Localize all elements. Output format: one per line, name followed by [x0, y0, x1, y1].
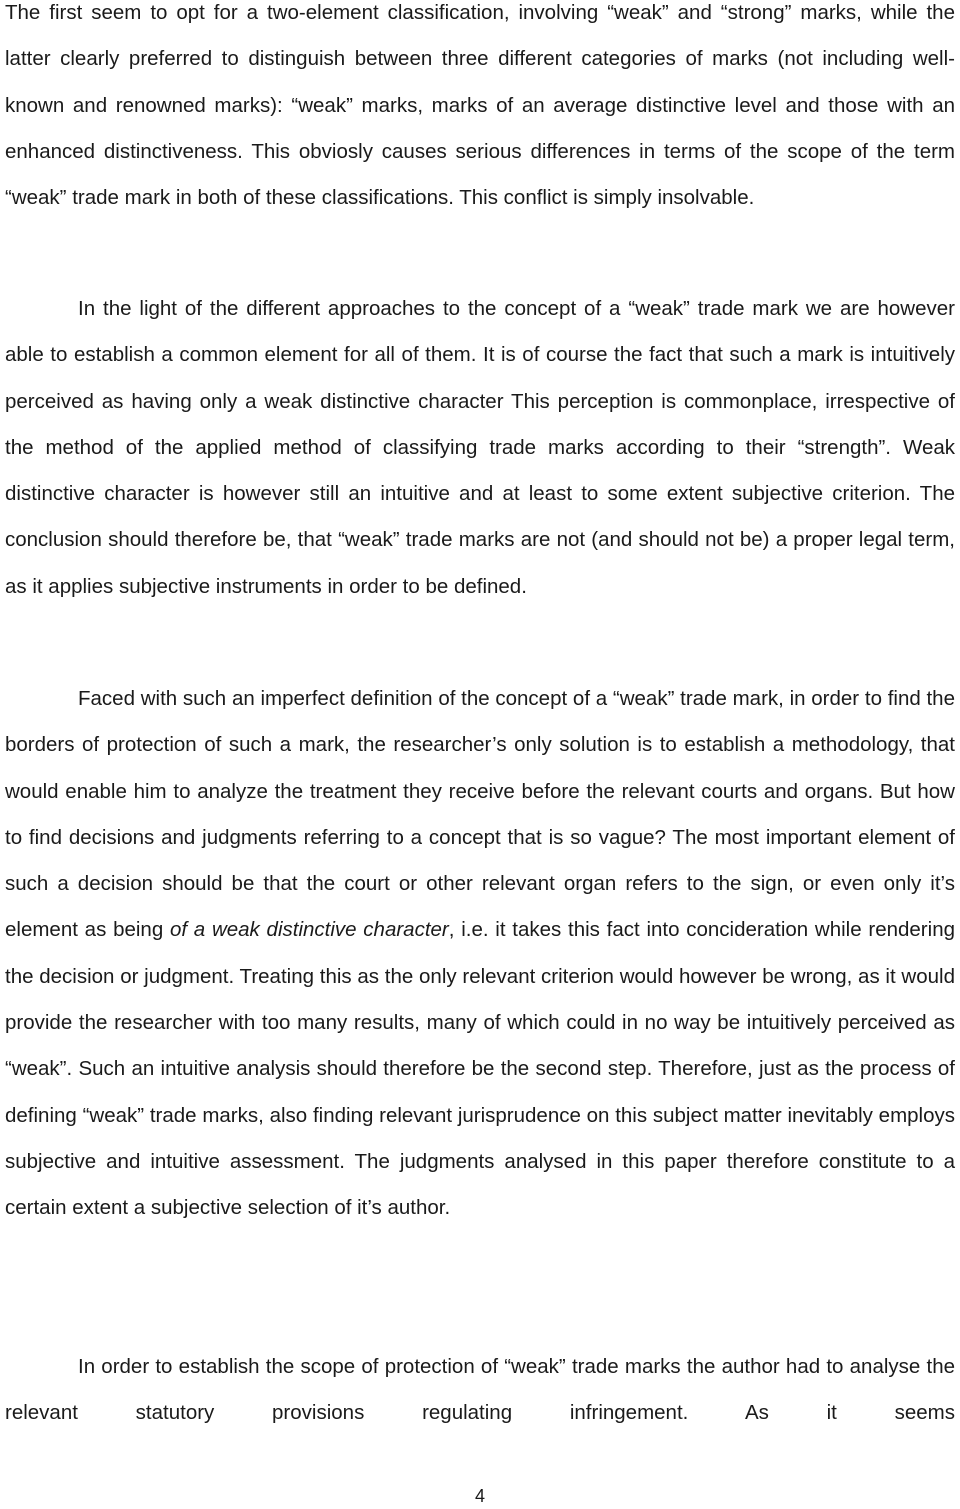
- paragraph-2: In the light of the different approaches to the concept of a “weak” trade mark we are however able to establish a common element for all of them. It is of course the fact that such a mark is intuitively perceived as having only a weak distinctive character This perception is commonplace, irrespective of the method of the applied method of classifying trade marks according to their “strength”. Weak distinctive character is however still an intuitive and at least to some extent subjective criterion. The conclusion should therefore be, that “weak” trade marks are not (and should not be) a proper legal term, as it applies subjective instruments in order to be defined.: [5, 297, 955, 598]
- paragraph-1: The first seem to opt for a two-element classification, involving “weak” and “strong” marks, while the latter clearly preferred to distinguish between three different categories of marks (not including well-known and renowned marks): “weak” marks, marks of an average distinctive level and those with an enhanced distinctiveness. This obviosly causes serious differences in terms of the scope of the term “weak” trade mark in both of these classifications. This conflict is simply insolvable.: [5, 1, 955, 210]
- page-number: 4: [474, 1486, 485, 1506]
- paragraph-4: In order to establish the scope of protection of “weak” trade marks the author had to analyse the relevant statutory provisions regulating infringement. As it seems: [5, 1355, 955, 1425]
- paragraph-3-italic-phrase: of a weak distinctive character: [169, 918, 449, 942]
- paragraph-3: [5, 676, 955, 1232]
- paragraph-3-text-a: Faced with such an imperfect definition of the concept of a “weak” trade mark, in order to find the borders of protection of such a mark, the researcher’s only solution is to establish a methodology, that would enable him to analyze the treatment they receive before the relevant courts and organs. But how to find decisions and judgments referring to a concept that is so vague? The most important element of such a decision should be that the court or other relevant organ refers to the sign, or even only it’s element as being: [5, 687, 955, 942]
- paragraph-3-text-b: , i.e. it takes this fact into concideration while rendering the decision or judgment. Treating this as the only relevant criterion would however be wrong, as it would provide the researcher with too many results, many of which could in no way be intuitively perceived as “weak”. Such an intuitive analysis should therefore be the second step. Therefore, just as the process of defining “weak” trade marks, also finding relevant jurisprudence on this subject matter inevitably employs subjective and intuitive assessment. The judgments analysed in this paper therefore constitute to a certain extent a subjective selection of it’s author.: [5, 918, 955, 1220]
